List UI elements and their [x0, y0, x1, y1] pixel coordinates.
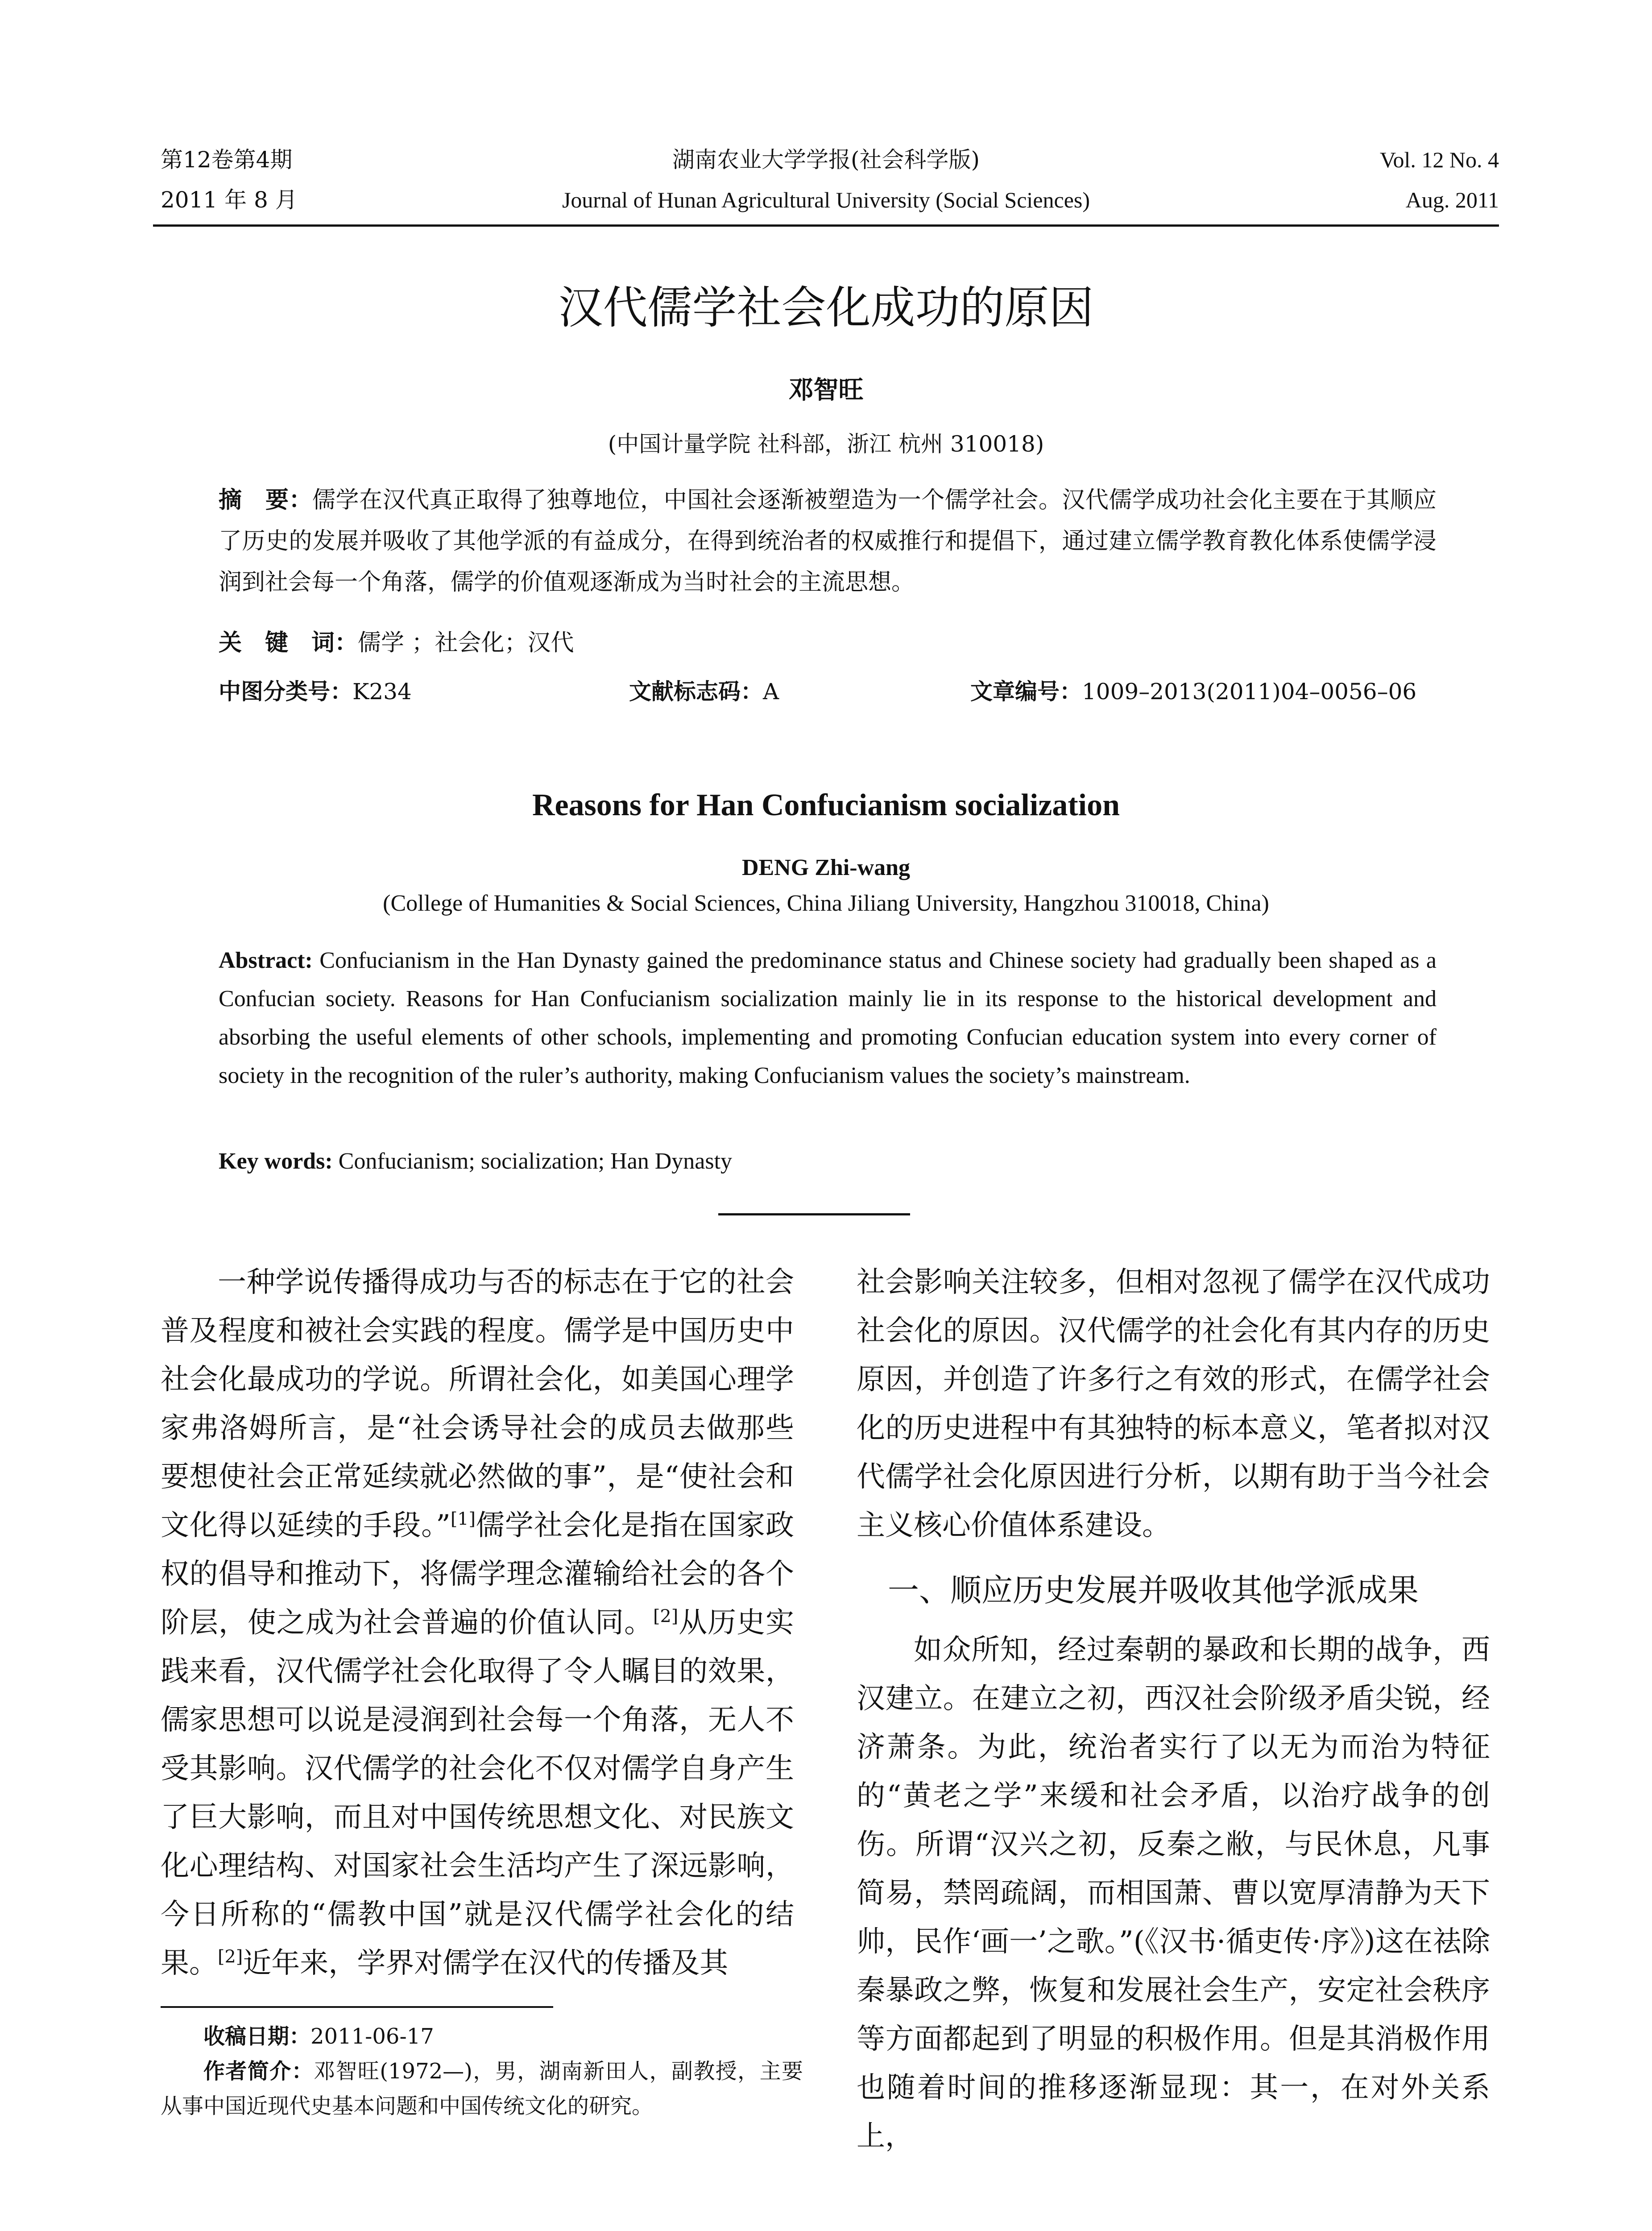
citation-ref: [2] — [653, 1606, 679, 1627]
affiliation-en: (College of Humanities & Social Sciences, China Jiliang University, Hangzhou 310018, China) — [383, 891, 1269, 916]
volume-issue-en: Vol. 12 No. 4 — [1379, 147, 1499, 172]
body-text: 近年来，学界对儒学在汉代的传播及其 — [243, 1947, 729, 1980]
article-title-en: Reasons for Han Confucianism socialization — [532, 788, 1120, 822]
document-code — [629, 674, 779, 709]
doc-code-label: 文献标志码： — [629, 679, 763, 705]
body-text: 从历史实践来看，汉代儒学社会化取得了令人瞩目的效果，儒家思想可以说是浸润到社会每一个角落，无人不受其影响。汉代儒学的社会化不仅对儒学自身产生了巨大影响，而且对中国传统思想文化、对民族文化心理结构、对国家社会生活均产生了深远影响，今日所称的“儒教中国”就是汉代儒学社会化的结果。 — [161, 1606, 795, 1980]
clc-value: K234 — [352, 679, 412, 705]
article-number-value: 1009–2013(2011)04–0056–06 — [1082, 679, 1417, 705]
affiliation-cn: (中国计量学院 社科部，浙江 杭州 310018) — [608, 431, 1044, 457]
author-name-cn: 邓智旺 — [788, 376, 864, 405]
article-number — [970, 674, 1416, 709]
bio-label: 作者简介： — [203, 2059, 314, 2084]
keywords-en-label: Key words: — [219, 1149, 333, 1174]
body-paragraph — [161, 1258, 794, 1988]
clc-label: 中图分类号： — [219, 679, 352, 705]
received-value: 2011-06-17 — [311, 2024, 434, 2049]
bio-text: 邓智旺(1972—)，男，湖南新田人，副教授，主要从事中国近现代史基本问题和中国传统文化的研究。 — [161, 2059, 803, 2119]
abstract-en-text: Confucianism in the Han Dynasty gained the predominance status and Chinese society had gradually been shaped as a Confucian society. Reasons for Han Confucianism socialization mainly lie in its response to the historical development and absorbing the useful elements of other schools, implementing and promoting Confucian education system into every corner of society in the recognition of the ruler’s authority, making Confucianism values the society’s mainstream. — [219, 948, 1437, 1088]
separator-rule — [718, 1213, 910, 1215]
footnote — [161, 2019, 803, 2123]
citation-ref: [2] — [218, 1946, 243, 1967]
abstract-cn — [219, 480, 1437, 603]
article-title-cn: 汉代儒学社会化成功的原因 — [558, 282, 1094, 334]
header-rule — [153, 224, 1499, 227]
abstract-cn-label: 摘 要： — [219, 487, 313, 514]
body-left-column — [161, 1258, 794, 1988]
doc-code-value: A — [763, 679, 779, 705]
section-heading: 一、顺应历史发展并吸收其他学派成果 — [888, 1572, 1419, 1609]
keywords-en-text: Confucianism; socialization; Han Dynasty — [332, 1149, 733, 1174]
volume-issue-cn: 第12卷第4期 — [161, 147, 293, 173]
received-label: 收稿日期： — [203, 2024, 311, 2049]
body-text: 儒学社会化是指在国家政权的倡导和推动下，将儒学理念灌输给社会的各个阶层，使之成为社会普遍的价值认同。 — [161, 1509, 795, 1639]
article-number-label: 文章编号： — [970, 679, 1082, 705]
keywords-en — [219, 1142, 1437, 1181]
clc-number — [219, 674, 412, 709]
date-en: Aug. 2011 — [1405, 187, 1499, 212]
received-date — [161, 2019, 803, 2054]
keywords-cn-text: 儒学 ；社会化；汉代 — [358, 630, 574, 656]
citation-ref: [1] — [450, 1509, 476, 1530]
abstract-cn-text: 儒学在汉代真正取得了独尊地位，中国社会逐渐被塑造为一个儒学社会。汉代儒学成功社会化主要在于其顺应了历史的发展并吸收了其他学派的有益成分，在得到统治者的权威推行和提倡下，通过建立儒学教育教化体系使儒学浸润到社会每一个角落，儒学的价值观逐渐成为当时社会的主流思想。 — [219, 487, 1437, 596]
footnote-rule — [161, 2006, 553, 2008]
body-text: 一种学说传播得成功与否的标志在于它的社会普及程度和被社会实践的程度。儒学是中国历史中社会化最成功的学说。所谓社会化，如美国心理学家弗洛姆所言，是“社会诱导社会的成员去做那些要想使社会正常延续就必然做的事”，是“使社会和文化得以延续的手段。” — [161, 1266, 794, 1542]
journal-name-cn: 湖南农业大学学报(社会科学版) — [672, 147, 980, 173]
keywords-cn — [219, 622, 1437, 663]
keywords-cn-label: 关 键 词： — [219, 630, 358, 656]
author-name-en: DENG Zhi-wang — [741, 855, 911, 880]
body-paragraph: 社会影响关注较多，但相对忽视了儒学在汉代成功社会化的原因。汉代儒学的社会化有其内存的历史原因，并创造了许多行之有效的形式，在儒学社会化的历史进程中有其独特的标本意义，笔者拟对汉代儒学社会化原因进行分析，以期有助于当今社会主义核心价值体系建设。 — [857, 1266, 1490, 1542]
body-paragraph: 如众所知，经过秦朝的暴政和长期的战争，西汉建立。在建立之初，西汉社会阶级矛盾尖锐，经济萧条。为此，统治者实行了以无为而治为特征的“黄老之学”来缓和社会矛盾，以治疗战争的创伤。所谓“汉兴之初，反秦之敝，与民休息，凡事简易，禁罔疏阔，而相国萧、曹以宽厚清静为天下帅，民作‘画一’之歌。”(《汉书·循吏传·序》)这在祛除秦暴政之弊，恢复和发展社会生产，安定社会秩序等方面都起到了明显的积极作用。但是其消极作用也随着时间的推移逐渐显现：其一，在对外关系上， — [857, 1634, 1490, 2153]
date-cn: 2011 年 8 月 — [161, 187, 298, 213]
journal-name-en: Journal of Hunan Agricultural University (Social Sciences) — [562, 187, 1090, 212]
abstract-en-label: Abstract: — [219, 948, 313, 973]
author-bio — [161, 2054, 803, 2123]
body-right-column — [857, 1258, 1490, 2161]
abstract-en — [219, 941, 1437, 1095]
